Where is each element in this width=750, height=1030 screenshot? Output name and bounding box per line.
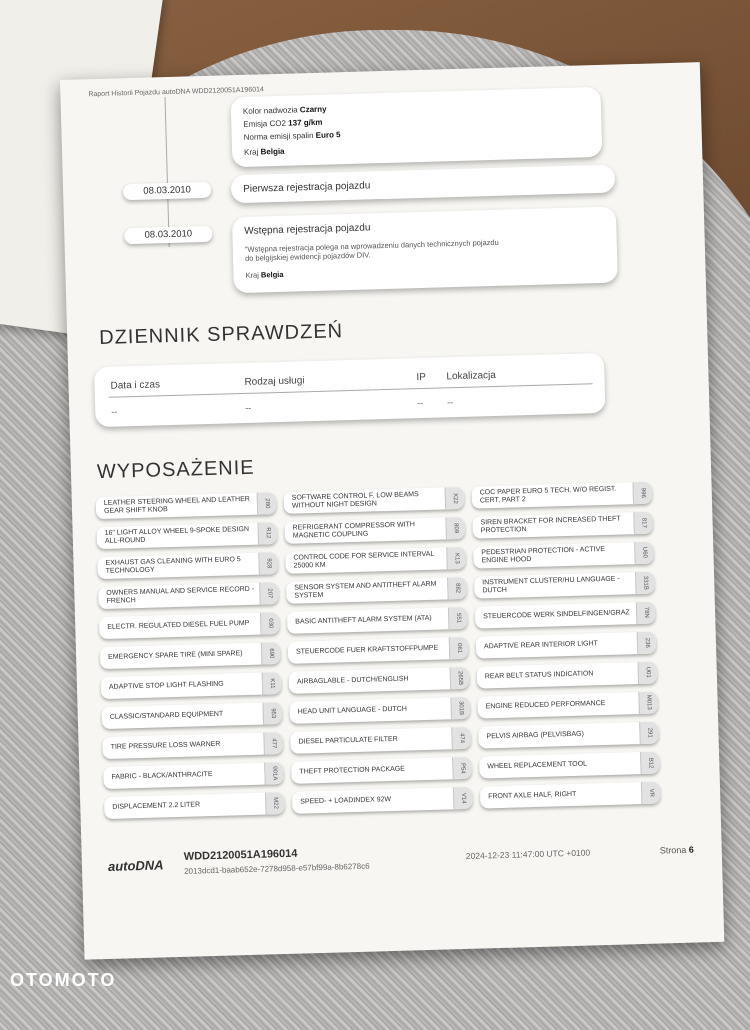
equipment-item: BASIC ANTITHEFT ALARM SYSTEM (ATA) 551 (287, 607, 468, 634)
equipment-code: 690 (261, 642, 281, 665)
equipment-code: R12 (257, 522, 277, 545)
equipment-item: ELECTR. REGULATED DIESEL FUEL PUMP 030 (99, 612, 280, 639)
equipment-item: REFRIGERANT COMPRESSOR WITH MAGNETIC COUPLING 809 (284, 517, 465, 544)
equipment-code: X22 (445, 487, 465, 510)
equipment-item: SOFTWARE CONTROL F. LOW BEAMS WITHOUT NIGHT DESIGN X22 (284, 487, 465, 514)
event-title: Pierwsza rejestracja pojazdu (242, 180, 371, 195)
report-timestamp: 2024-12-23 11:47:00 UTC +0100 (465, 847, 591, 861)
table-cell: -- (447, 397, 454, 408)
equipment-item: OWNERS MANUAL AND SERVICE RECORD - FRENCH 207 (98, 582, 279, 609)
equipment-code: 474 (451, 727, 471, 750)
equipment-item: REAR BELT STATUS INDICATION U01 (477, 662, 658, 689)
equipment-item: DISPLACEMENT 2.2 LITER M22 (104, 792, 285, 819)
equipment-item: PELVIS AIRBAG (PELVISBAG) 291 (478, 722, 659, 749)
equipment-item: ADAPTIVE STOP LIGHT FLASHING K11 (101, 672, 282, 699)
equipment-code: M22 (265, 792, 285, 815)
detail-line: Norma emisji spalin Euro 5 (243, 130, 341, 142)
equipment-code: 817 (633, 512, 653, 535)
equipment-item: STEUERCODE FUER KRAFTSTOFFPUMPE 061 (288, 637, 469, 664)
table-cell: -- (111, 406, 118, 417)
equipment-item: SENSOR SYSTEM AND ANTITHEFT ALARM SYSTEM 882 (286, 577, 467, 604)
equipment-item: TIRE PRESSURE LOSS WARNER 477 (102, 732, 283, 759)
detail-line: Kolor nadwozia Czarny (242, 104, 327, 116)
equipment-item: COC PAPER EURO 5 TECH. W/O REGIST. CERT, PART 2 996 (472, 482, 653, 509)
equipment-code: 477 (263, 732, 283, 755)
report-hash: 2013dcd1-baab652e-7278d958-e57bf99a-8b6278c6 (184, 861, 370, 876)
equipment-code: 001A (264, 762, 284, 785)
timeline-line (165, 97, 170, 247)
detail-line: Emisja CO2 137 g/km (243, 117, 323, 129)
equipment-code: 809 (445, 517, 465, 540)
event-title: Wstępna rejestracja pojazdu (244, 222, 371, 237)
equipment-item: FABRIC - BLACK/ANTHRACITE 001A (103, 762, 284, 789)
equipment-code: 301B (450, 697, 470, 720)
equipment-code: 551 (448, 607, 468, 630)
column-header: Lokalizacja (446, 369, 497, 383)
equipment-code: U01 (637, 662, 657, 685)
equipment-code: 061 (449, 637, 469, 660)
equipment-item: ADAPTIVE REAR INTERIOR LIGHT 236 (476, 632, 657, 659)
equipment-code: 265B (450, 667, 470, 690)
table-cell: -- (245, 402, 252, 413)
detail-line: Kraj Belgia (243, 146, 285, 157)
table-divider (109, 383, 593, 398)
equipment-item: CLASSIC/STANDARD EQUIPMENT 953 (102, 702, 283, 729)
autodna-logo: autoDNA (107, 857, 164, 874)
timeline-date: 08.03.2010 (123, 182, 211, 200)
vin-number: WDD2120051A196014 (183, 847, 298, 863)
otomoto-watermark: OTOMOTO (10, 970, 117, 990)
timeline-event-card (232, 207, 618, 294)
equipment-code: 207 (259, 582, 279, 605)
equipment-item: EXHAUST GAS CLEANING WITH EURO 5 TECHNOLOGY 928 (97, 552, 278, 579)
equipment-item: LEATHER STEERING WHEEL AND LEATHER GEAR SHIFT KNOB 280 (96, 492, 277, 519)
report-header: Raport Historii Pojazdu autoDNA WDD2120051A196014 (88, 86, 264, 99)
equipment-item: FRONT AXLE HALF, RIGHT VR (480, 782, 661, 809)
equipment-grid (96, 482, 665, 820)
page-footer (107, 833, 698, 889)
equipment-title: WYPOSAŻENIE (96, 456, 255, 484)
event-note: "Wstępna rejestracja polega na wprowadzeniu danych technicznych pojazdu (244, 237, 499, 254)
checks-title: DZIENNIK SPRAWDZEŃ (98, 320, 344, 350)
equipment-item: SIREN BRACKET FOR INCREASED THEFT PROTECTION 817 (472, 512, 653, 539)
page-number: Strona 6 (659, 844, 694, 856)
equipment-code: 882 (447, 577, 467, 600)
table-cell: -- (417, 397, 424, 409)
equipment-code: 236 (637, 632, 657, 655)
event-country: Kraj Belgia (245, 269, 284, 280)
equipment-item: SPEED- + LOADINDEX 92W V14 (292, 787, 473, 814)
equipment-item: DIESEL PARTICULATE FILTER 474 (290, 727, 471, 754)
equipment-code: K11 (262, 672, 282, 695)
equipment-item: INSTRUMENT CLUSTER/HU LANGUAGE - DUTCH 331B (474, 572, 655, 599)
column-header: Data i czas (110, 379, 161, 392)
event-note: do belgijskiej ewidencji pojazdów DIV. (244, 250, 371, 263)
equipment-item: HEAD UNIT LANGUAGE - DUTCH 301B (289, 697, 470, 724)
column-header: IP (416, 371, 427, 384)
equipment-item: EMERGENCY SPARE TIRE (MINI SPARE) 690 (100, 642, 281, 669)
report-page (60, 62, 724, 960)
timeline-event-card (231, 165, 616, 204)
equipment-code: V14 (453, 787, 473, 810)
equipment-code: P54 (452, 757, 472, 780)
equipment-item: STEUERCODE WERK SINDELFINGEN/GRAZ 78N (475, 602, 656, 629)
equipment-code: 78N (636, 602, 656, 625)
equipment-item: AIRBAGLABLE - DUTCH/ENGLISH 265B (289, 667, 470, 694)
equipment-code: VR (641, 782, 661, 805)
equipment-code: B12 (640, 752, 660, 775)
equipment-code: K13 (446, 547, 466, 570)
timeline-date: 08.03.2010 (124, 226, 212, 244)
equipment-item: 16" LIGHT ALLOY WHEEL 9-SPOKE DESIGN ALL-ROUND R12 (96, 522, 277, 549)
equipment-code: 280 (257, 492, 277, 515)
column-header: Rodzaj usługi (244, 375, 305, 388)
equipment-code: 331B (635, 572, 655, 595)
equipment-code: 928 (258, 552, 278, 575)
equipment-code: M013 (638, 692, 658, 715)
equipment-item: WHEEL REPLACEMENT TOOL B12 (479, 752, 660, 779)
equipment-code: 291 (639, 722, 659, 745)
equipment-item: CONTROL CODE FOR SERVICE INTERVAL 25000 KM K13 (285, 547, 466, 574)
equipment-item: PEDESTRIAN PROTECTION - ACTIVE ENGINE HOOD U60 (473, 542, 654, 569)
equipment-code: U60 (634, 542, 654, 565)
vehicle-details-card (231, 87, 603, 167)
checks-table (94, 353, 605, 427)
equipment-code: 953 (262, 702, 282, 725)
equipment-item: THEFT PROTECTION PACKAGE P54 (291, 757, 472, 784)
equipment-code: 996 (632, 482, 652, 505)
equipment-code: 030 (260, 612, 280, 635)
equipment-item: ENGINE REDUCED PERFORMANCE M013 (477, 692, 658, 719)
